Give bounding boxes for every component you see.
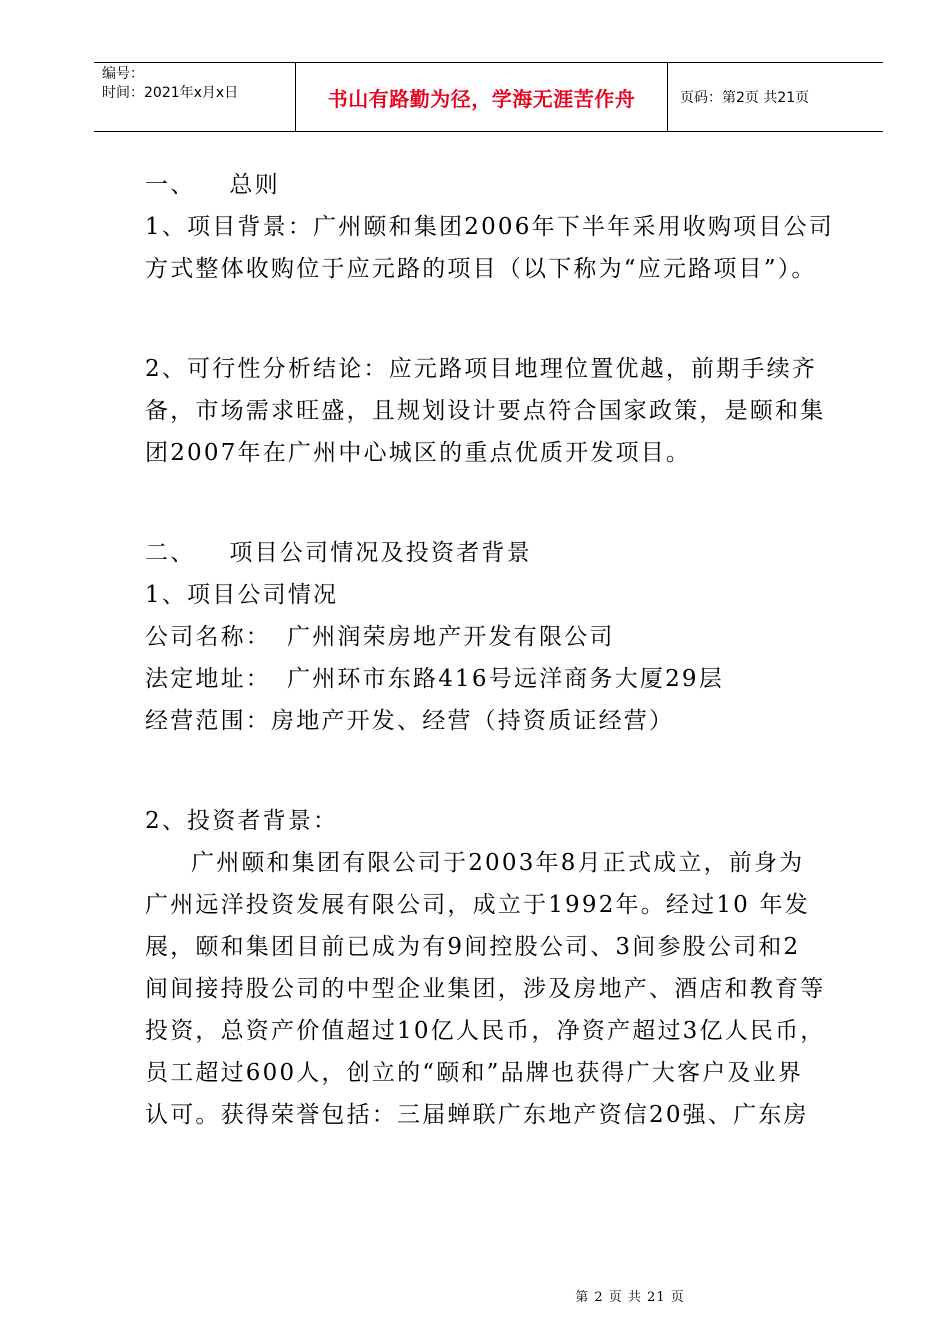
blank-line (145, 290, 850, 348)
business-scope-row: 经营范围：房地产开发、经营（持资质证经营） (145, 708, 675, 734)
section-number: 二、 (145, 540, 196, 566)
paragraph-line: 备，市场需求旺盛，且规划设计要点符合国家政策，是颐和集 (145, 398, 826, 424)
section-number: 一、 (145, 172, 196, 198)
paragraph-line: 2、可行性分析结论：应元路项目地理位置优越，前期手续齐 (145, 356, 818, 382)
header-meta-cell (94, 63, 296, 131)
blank-line (145, 742, 850, 800)
paragraph-line: 1、项目背景：广州颐和集团2006年下半年采用收购项目公司 (145, 214, 834, 240)
section-heading-general (145, 164, 850, 206)
page-footer (0, 1286, 950, 1305)
company-name-row (145, 616, 850, 658)
section-title: 总则 (229, 172, 280, 198)
paragraph-line: 展，颐和集团目前已成为有9间控股公司、3间参股公司和2 (145, 934, 801, 960)
paragraph-line: 认可。获得荣誉包括：三届蝉联广东地产资信20强、广东房 (145, 1102, 809, 1128)
section-heading-company (145, 532, 850, 574)
paragraph-line: 方式整体收购位于应元路的项目（以下称为“应元路项目”）。 (145, 256, 817, 282)
field-value: 广州环市东路416号远洋商务大厦29层 (287, 666, 724, 692)
motto-text: 书山有路勤为径，学海无涯苦作舟 (327, 86, 636, 111)
subsection-heading: 2、投资者背景： (145, 808, 339, 834)
header-page-cell (668, 63, 883, 131)
date-label: 时间：2021年x月x日 (102, 85, 239, 101)
legal-address-row (145, 658, 850, 700)
blank-line (145, 474, 850, 532)
header-page-info: 页码：第2页 共21页 (680, 90, 810, 106)
paragraph-line: 广州远洋投资发展有限公司，成立于1992年。经过10 年发 (145, 892, 810, 918)
field-label: 公司名称： (145, 624, 271, 650)
paragraph-line: 投资，总资产价值超过10亿人民币，净资产超过3亿人民币， (145, 1018, 826, 1044)
field-value: 广州润荣房地产开发有限公司 (287, 624, 615, 650)
field-label: 法定地址： (145, 666, 271, 692)
paragraph-line: 团2007年在广州中心城区的重点优质开发项目。 (145, 440, 692, 466)
document-body (145, 164, 850, 1136)
subsection-heading: 1、项目公司情况 (145, 582, 339, 608)
paragraph-line: 广州颐和集团有限公司于2003年8月正式成立，前身为 (191, 850, 805, 876)
paragraph-line: 员工超过600人，创立的“颐和”品牌也获得广大客户及业界 (145, 1060, 804, 1086)
paragraph-line: 间间接持股公司的中型企业集团，涉及房地产、酒店和教育等 (145, 976, 826, 1002)
page-header (94, 62, 883, 132)
serial-number-label: 编号： (102, 66, 144, 82)
section-title: 项目公司情况及投资者背景 (229, 540, 532, 566)
footer-page-number: 第 2 页 共 21 页 (575, 1290, 685, 1305)
header-motto-cell (296, 63, 668, 131)
